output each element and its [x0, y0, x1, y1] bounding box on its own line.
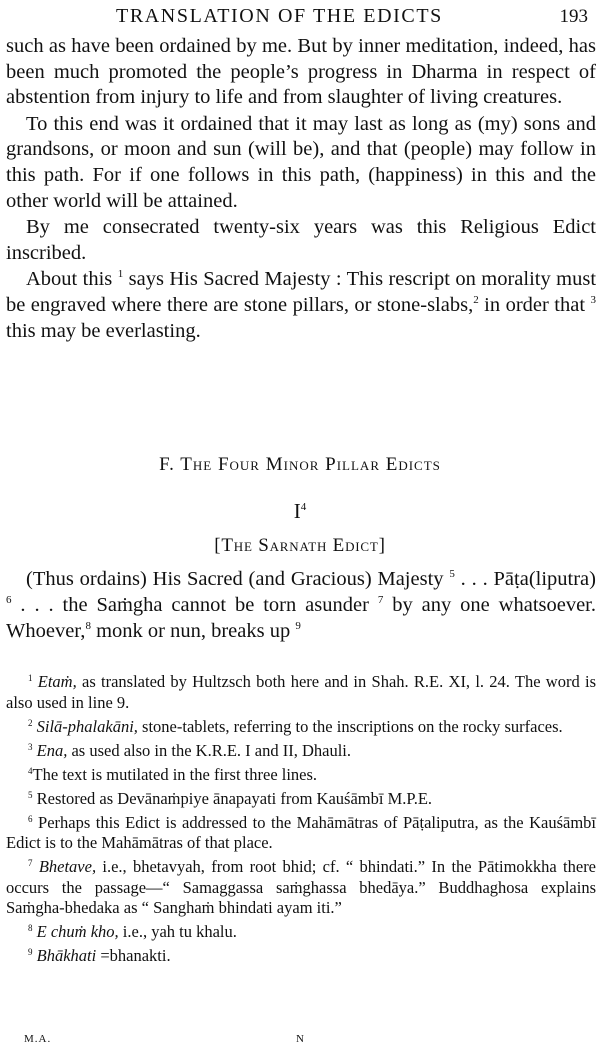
footnote-number: 8 — [28, 923, 33, 933]
edict-part-b: . . . Pāṭa(liputra) — [454, 568, 596, 590]
footnote — [6, 789, 596, 810]
footnote-ref-4[interactable]: 4 — [300, 501, 307, 513]
footnote-text: i.e., bhetavyah, from root bhid; cf. “ bhindati.” In the Pātimokkha there occurs the passage—“ Samaggassa saṁghassa bhedāya.” Buddhaghosa explains Saṁgha-bhedaka as “ Sanghaṁ bhindati ayam iti.” — [6, 857, 597, 917]
edict-number-label: I — [293, 499, 301, 523]
edict-part-e: monk or nun, breaks up — [90, 620, 296, 642]
footnote-ref-5[interactable]: 5 — [449, 568, 455, 580]
footnote-number: 7 — [28, 858, 33, 868]
footnote-term: Ena, — [36, 740, 68, 760]
footnote-text: Restored as Devānaṁpiye ānapayati from Kauśāmbī M.P.E. — [36, 788, 433, 808]
paragraph-3: By me consecrated twenty-six years was this Religious Edict inscribed. — [6, 216, 596, 264]
footnote-text: The text is mutilated in the first three lines. — [32, 764, 318, 784]
footnote-term: Etaṁ, — [37, 672, 77, 691]
footnote-ref-9[interactable]: 9 — [295, 620, 301, 632]
section-heading: F. The Four Minor Pillar Edicts — [159, 454, 441, 475]
footnote-ref-3[interactable]: 3 — [590, 293, 596, 306]
footnote — [6, 857, 596, 919]
edict-title: [The Sarnath Edict] — [214, 535, 386, 556]
paragraph-4-part-b: says His Sacred Majesty : This rescript on morality must be engraved where there are stone pillars, or stone-slabs, — [6, 268, 597, 316]
footnote-text: i.e., yah tu khalu. — [118, 922, 237, 941]
edict-part-a: (Thus ordains) His Sacred (and Gracious) Majesty — [26, 568, 444, 590]
main-text — [6, 34, 596, 345]
footnote-number: 1 — [28, 673, 33, 683]
footnote-text: stone-tablets, referring to the inscriptions on the rocky surfaces. — [137, 716, 563, 736]
paragraph-4 — [6, 267, 596, 344]
signature-mark-center: N — [296, 1033, 305, 1045]
footnote-ref-7[interactable]: 7 — [377, 594, 384, 606]
footnote — [6, 672, 596, 713]
footnote-number: 3 — [28, 741, 33, 752]
footnote — [6, 922, 596, 943]
footnote-ref-2[interactable]: 2 — [473, 293, 479, 306]
footnote-number: 4 — [28, 765, 33, 776]
edict-paragraph — [6, 566, 596, 644]
edict-text — [6, 566, 596, 644]
footnote-term: Bhetave, — [38, 857, 97, 876]
footnote-text: as translated by Hultzsch both here and in Shah. R.E. XI, l. 24. The word is also used in line 9. — [6, 672, 596, 712]
footnote — [6, 813, 596, 854]
footnote — [6, 765, 596, 786]
paragraph-1: such as have been ordained by me. But by inner meditation, indeed, has been much promoted the people’s progress in Dharma in respect of abstention from injury to life and from slaughter of living creatures. — [6, 35, 596, 109]
footnote-number: 5 — [28, 789, 33, 800]
paragraph-4-part-d: this may be everlasting. — [6, 319, 201, 342]
running-title: TRANSLATION OF THE EDICTS — [116, 5, 443, 27]
footnote — [6, 717, 596, 738]
footnote-ref-6[interactable]: 6 — [6, 594, 12, 606]
footnote — [6, 946, 596, 967]
paragraph-4-part-a: About this — [26, 268, 113, 291]
footnote-ref-8[interactable]: 8 — [85, 620, 91, 632]
paragraph-2: To this end was it ordained that it may last as long as (my) sons and grandsons, or moon and sun (will be), and that (people) may follow in this path. For if one follows in this path, (happiness) in this and the other world will be attained. — [6, 112, 596, 212]
footnote-number: 2 — [28, 717, 33, 728]
page-footer — [0, 1033, 600, 1049]
paragraph-4-part-c: in order that — [478, 293, 591, 316]
edict-part-d: by any one whatsoever. Whoever, — [6, 594, 597, 642]
footnote-term: Bhākhati — [36, 946, 97, 965]
footnote-text: =bhanakti. — [96, 946, 171, 965]
footnote-text: Perhaps this Edict is addressed to the Mahāmātras of Pāṭaliputra, as the Kauśāmbī Edict is to the Mahāmātras of that place. — [6, 812, 596, 852]
footnote-term: Silā-phalakāni, — [36, 716, 138, 736]
footnote-text: as used also in the K.R.E. I and II, Dhauli. — [67, 740, 351, 760]
footnotes — [6, 672, 596, 970]
page-number: 193 — [559, 6, 588, 27]
edict-part-c: . . . the Saṁgha cannot be torn asunder — [11, 594, 378, 616]
footnote-ref-1[interactable]: 1 — [117, 268, 124, 281]
signature-mark-left: M.A. — [24, 1033, 52, 1045]
footnote-number: 9 — [28, 947, 33, 957]
page-header — [0, 3, 600, 29]
footnote-term: E chuṁ kho, — [36, 922, 119, 941]
edict-number — [0, 499, 600, 524]
footnote-number: 6 — [28, 813, 33, 824]
footnote — [6, 741, 596, 762]
